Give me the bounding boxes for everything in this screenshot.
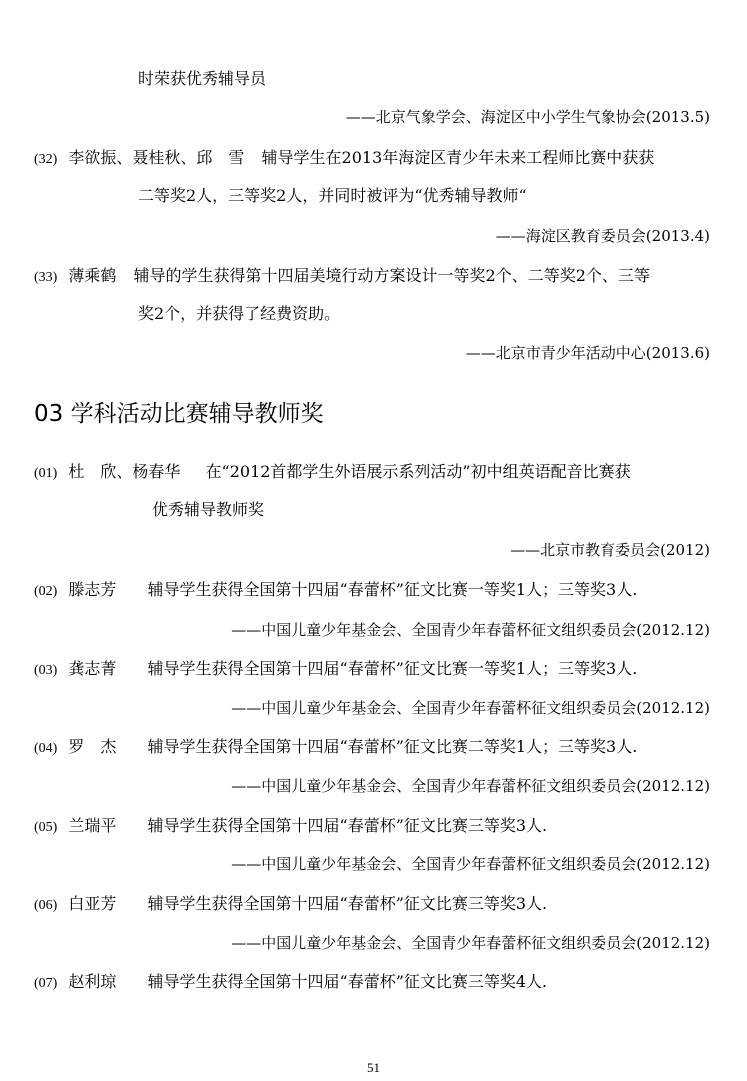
award-description: 辅导学生获得全国第十四届“春蕾杯”征文比赛二等奖1人；三等奖3人. [147, 737, 638, 756]
award-source: ——北京市教育委员会(2012) [510, 541, 710, 559]
award-description: 辅导学生获得全国第十四届“春蕾杯”征文比赛三等奖4人. [147, 972, 548, 991]
award-description-cont: 奖2个，并获得了经费资助。 [138, 304, 341, 323]
award-source: ——中国儿童少年基金会、全国青少年春蕾杯征文组织委员会(2012.12) [231, 699, 710, 717]
entry-number: (33) [34, 270, 58, 285]
award-description-cont: 二等奖2人，三等奖2人，并同时被评为“优秀辅导教师“ [138, 186, 527, 205]
teacher-names: 罗 杰 [68, 737, 117, 756]
entry-number: (06) [34, 898, 58, 913]
teacher-names: 白亚芳 [68, 894, 117, 913]
teacher-names: 龚志菁 [68, 659, 117, 678]
award-entry [34, 737, 637, 759]
award-entry [34, 972, 547, 994]
teacher-names: 兰瑞平 [68, 816, 117, 835]
award-entry [34, 148, 654, 170]
award-entry [34, 816, 547, 838]
award-description: 辅导学生获得全国第十四届“春蕾杯”征文比赛一等奖1人；三等奖3人. [147, 659, 638, 678]
entry-number: (02) [34, 584, 58, 599]
award-entry [34, 266, 650, 288]
entry-number: (32) [34, 152, 58, 167]
entry-number: (01) [34, 466, 58, 481]
teacher-names: 薄乘鹤 [68, 266, 117, 285]
entry-number: (04) [34, 741, 58, 756]
award-description: 辅导学生在2013年海淀区青少年未来工程师比赛中获获 [261, 148, 655, 167]
award-source: ——中国儿童少年基金会、全国青少年春蕾杯征文组织委员会(2012.12) [231, 621, 710, 639]
award-source: ——北京气象学会、海淀区中小学生气象协会(2013.5) [345, 108, 710, 126]
award-source: ——北京市青少年活动中心(2013.6) [465, 344, 710, 362]
teacher-names: 李欲振、聂桂秋、邱 雪 [68, 148, 245, 167]
award-description-cont: 优秀辅导教师奖 [152, 500, 265, 519]
award-description: 辅导学生获得全国第十四届“春蕾杯”征文比赛三等奖3人. [147, 894, 548, 913]
entry-number: (07) [34, 976, 58, 991]
award-source: ——中国儿童少年基金会、全国青少年春蕾杯征文组织委员会(2012.12) [231, 777, 710, 795]
entry-number: (03) [34, 663, 58, 678]
award-entry [34, 894, 547, 916]
award-source: ——中国儿童少年基金会、全国青少年春蕾杯征文组织委员会(2012.12) [231, 855, 710, 873]
award-description: 辅导的学生获得第十四届美境行动方案设计一等奖2个、二等奖2个、三等 [133, 266, 650, 285]
award-description: 在“2012首都学生外语展示系列活动”初中组英语配音比赛获 [205, 462, 631, 481]
teacher-names: 杜 欣、杨春华 [68, 462, 181, 481]
award-entry [34, 580, 637, 602]
section-title: 03 学科活动比赛辅导教师奖 [34, 401, 324, 427]
award-description: 辅导学生获得全国第十四届“春蕾杯”征文比赛一等奖1人；三等奖3人. [147, 580, 638, 599]
award-entry [34, 659, 637, 681]
page-number: 51 [367, 1060, 380, 1075]
entry-number: (05) [34, 820, 58, 835]
award-source: ——中国儿童少年基金会、全国青少年春蕾杯征文组织委员会(2012.12) [231, 934, 710, 952]
teacher-names: 赵利琼 [68, 972, 117, 991]
award-description: 辅导学生获得全国第十四届“春蕾杯”征文比赛三等奖3人. [147, 816, 548, 835]
award-source: ——海淀区教育委员会(2013.4) [495, 227, 710, 245]
teacher-names: 滕志芳 [68, 580, 117, 599]
continuation-text: 时荣获优秀辅导员 [138, 69, 267, 88]
award-entry [34, 462, 631, 484]
